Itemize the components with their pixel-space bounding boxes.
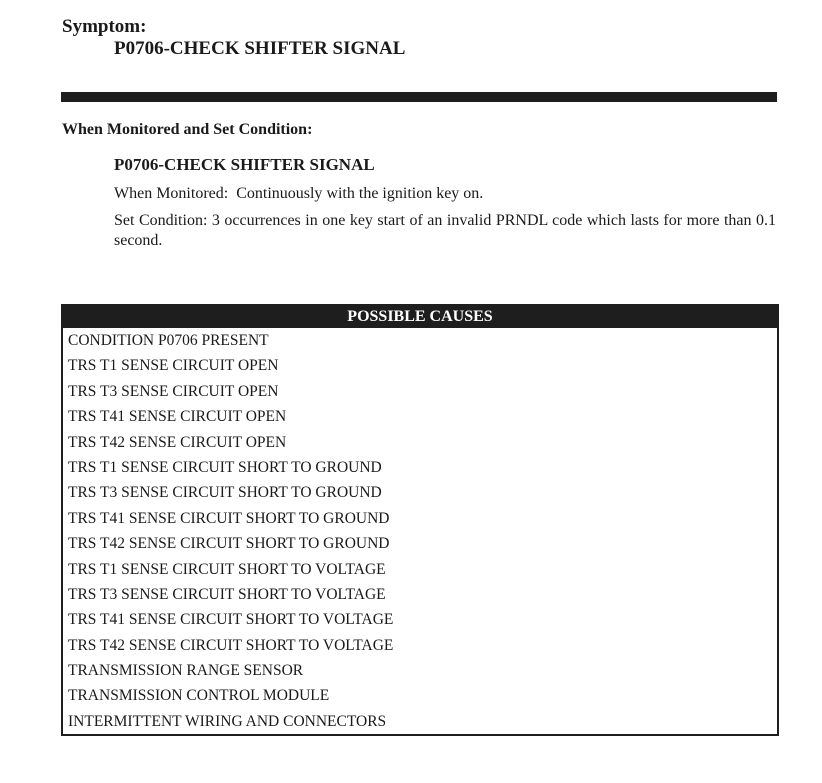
cause-row: TRS T42 SENSE CIRCUIT SHORT TO GROUND (68, 535, 390, 553)
cause-row: INTERMITTENT WIRING AND CONNECTORS (68, 712, 387, 730)
dtc-title: P0706-CHECK SHIFTER SIGNAL (114, 155, 375, 174)
possible-causes-table (61, 304, 779, 736)
section-divider (61, 92, 777, 102)
cause-row: TRS T3 SENSE CIRCUIT SHORT TO VOLTAGE (68, 585, 386, 603)
cause-row: TRS T1 SENSE CIRCUIT SHORT TO VOLTAGE (68, 560, 386, 578)
symptom-label: Symptom: (62, 16, 147, 37)
possible-causes-header: POSSIBLE CAUSES (61, 304, 779, 328)
cause-row: TRS T41 SENSE CIRCUIT SHORT TO VOLTAGE (68, 611, 394, 629)
cause-row: TRANSMISSION CONTROL MODULE (68, 687, 330, 705)
monitored-heading: When Monitored and Set Condition: (62, 121, 313, 138)
symptom-code: P0706-CHECK SHIFTER SIGNAL (114, 38, 406, 59)
cause-row: TRS T3 SENSE CIRCUIT SHORT TO GROUND (68, 484, 382, 502)
set-condition-text: Set Condition: 3 occurrences in one key start of an invalid PRNDL code which lasts for more than 0.1 second. (114, 212, 776, 249)
cause-row: TRS T41 SENSE CIRCUIT SHORT TO GROUND (68, 509, 390, 527)
cause-row: TRS T1 SENSE CIRCUIT SHORT TO GROUND (68, 458, 382, 476)
cause-row: TRS T42 SENSE CIRCUIT SHORT TO VOLTAGE (68, 636, 394, 654)
cause-row: TRS T3 SENSE CIRCUIT OPEN (68, 382, 279, 400)
cause-row: TRS T42 SENSE CIRCUIT OPEN (68, 433, 287, 451)
cause-row: TRS T41 SENSE CIRCUIT OPEN (68, 408, 287, 426)
when-monitored-text: When Monitored: Continuously with the ignition key on. (114, 185, 484, 202)
cause-row: CONDITION P0706 PRESENT (68, 332, 269, 349)
cause-row: TRS T1 SENSE CIRCUIT OPEN (68, 357, 279, 375)
cause-row: TRANSMISSION RANGE SENSOR (68, 662, 304, 680)
